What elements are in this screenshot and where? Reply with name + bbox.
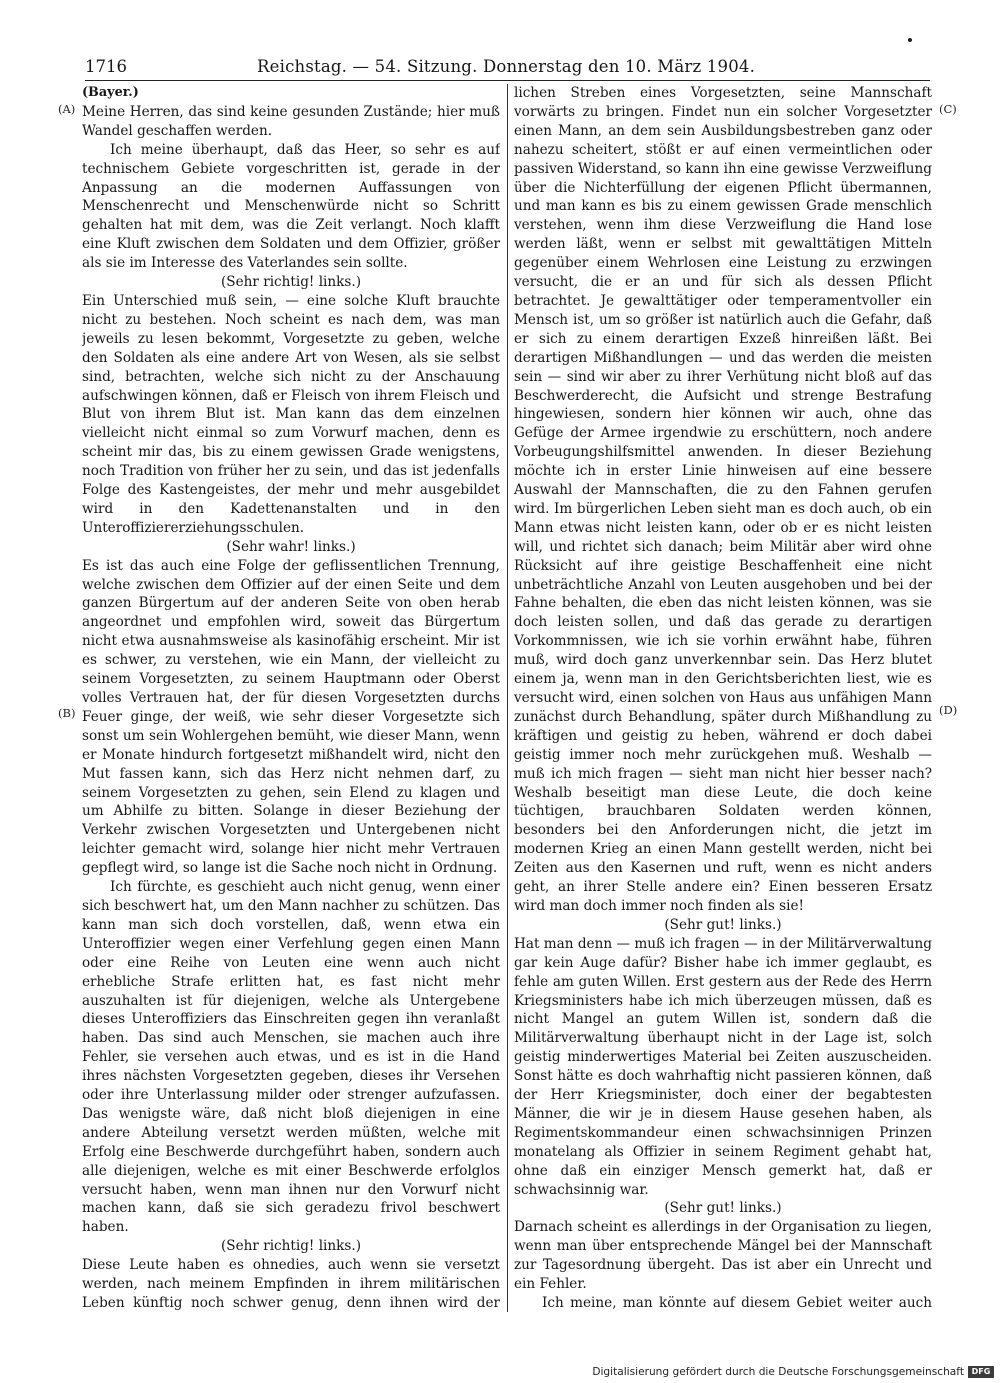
printer-dot xyxy=(908,38,912,42)
right-column xyxy=(514,84,932,1314)
speaker-name: (Bayer.) xyxy=(82,85,139,100)
footer-credit: Digitalisierung gefördert durch die Deutsche Forschungsgemeinschaft xyxy=(592,1366,964,1378)
header-rule xyxy=(85,80,930,81)
running-title: Reichstag. — 54. Sitzung. Donnerstag den 10. März 1904. xyxy=(257,57,756,76)
column-divider xyxy=(507,84,508,1312)
paragraph: Ich fürchte, es geschieht auch nicht genug, wenn einer sich beschwert hat, um den Mann nachher zu schützen. Das kann man sich doch vorstellen, daß, wenn etwa ein Unteroffizier wegen einer Verfehlung gegen einen Mann oder eine Reihe von Leuten eine wenn auch nicht erhebliche Strafe erlitten hat, es fast nicht mehr auszuhalten ist für diejenigen, welche als Untergebene dieses Unteroffiziers das Einschreiten gegen ihn veranlaßt haben. Das sind auch Menschen, sie machen auch ihre Fehler, sie versehen auch etwas, und es ist in die Hand ihres nächsten Vorgesetzten gegeben, dieses ihr Versehen oder ihre Unterlassung milder oder strenger aufzufassen. Das wenigste wäre, daß nicht bloß diejenigen in eine andere Abteilung versetzt werden müßten, welche mit Erfolg eine Beschwerde durchgeführt haben, sondern auch alle diejenigen, welche es mit einer Beschwerde erfolglos versucht haben, wenn man ihnen nur den Vorwurf nicht machen kann, daß sie sich geradezu frivol beschwert haben. xyxy=(82,879,500,1236)
left-column-body xyxy=(82,103,500,1314)
footer xyxy=(592,1364,996,1380)
margin-marker-b: (B) xyxy=(58,706,76,720)
paragraph: Ein Unterschied muß sein, — eine solche Kluft brauchte nicht zu bestehen. Noch scheint es nach dem, was man jeweils zu lesen bekommt, Vorgesetzte zu geben, welche den Soldaten als eine andere Art von Wesen, als sie selbst sind, betrachten, welche sich nicht zu der Anschauung aufschwingen können, daß er Fleisch von ihrem Fleisch und Blut von ihrem Blut ist. Man kann das dem einzelnen vielleicht nicht einmal so zum Vorwurf machen, denn es scheint mir das, bis zu einem gewissen Grade wenigstens, noch Tradition von früher her zu sein, und das ist jedenfalls Folge des Kastengeistes, der mehr und mehr ausgebildet wird in den Kadettenanstalten und in den Unteroffiziererziehungsschulen. xyxy=(82,292,500,536)
left-column xyxy=(82,84,500,1314)
interjection: (Sehr richtig! links.) xyxy=(220,274,362,291)
paragraph: Ich meine, man könnte auf diesem Gebiet weiter auch xyxy=(542,1295,932,1311)
page-header xyxy=(85,54,930,80)
paragraph: lichen Streben eines Vorgesetzten, seine Mannschaft vorwärts zu bringen. Findet nun ein solcher Vorgesetzter einen Mann, an dem sein Ausbildungsbestreben ganz oder nahezu scheitert, stößt er auf einen vermeintlichen oder passiven Widerstand, so kann ihn eine gewisse Verzweiflung über die Nichterfüllung der eigenen Pflicht übermannen, und man kann es bis zu einem gewissen Grade menschlich verstehen, wenn ihm diese Verzweiflung die Hand lose werden läßt, wenn er selbst mit gewalttätigen Mitteln gegenüber einem Wehrlosen eine Leistung zu erzwingen versucht, die er an und für sich als dessen Pflicht betrachtet. Je gewalttätiger oder temperamentvoller ein Mensch ist, um so größer ist natürlich auch die Gefahr, daß er sich zu einem derartigen Exzeß hinreißen läßt. Bei derartigen Mißhandlungen — und das werden die meisten sein — sind wir aber zu ihrer Verhütung nicht bloß auf das Beschwerderecht, die Aufsicht und strenge Bestrafung hingewiesen, sondern hier können wir auch, ohne das Gefüge der Armee irgendwie zu erschüttern, noch andere Vorbeugungshilfsmittel anwenden. In dieser Beziehung möchte ich in erster Linie hinweisen auf eine bessere Auswahl der Mannschaften, die zu den Fahnen gerufen wird. Im bürgerlichen Leben sieht man es doch auch, ob ein Mann etwas nicht leisten kann, oder ob er es nicht leisten will, und richtet sich danach; beim Militär aber wird ohne Rücksicht auf ihre geistige Beschaffenheit eine nicht unbeträchtliche Anzahl von Leuten ausgehoben und bei der Fahne behalten, die eben das nicht leisten können, was sie doch leisten sollen, und daß das gerade zu derartigen Vorkommnissen, wie ich sie vorhin erwähnt habe, führen muß, wird doch ganz unverkennbar sein. Das Herz blutet einem ja, wenn man in den Gerichtsberichten liest, wie es versucht wird, einen solchen von Haus aus unfähigen Mann zunächst durch Behandlung, später durch Mißhandlung zu kräftigen und geistig zu heben, während er doch dabei geistig immer noch mehr zurückgehen muß. Weshalb — muß ich mich fragen — sieht man nicht hier besser nach? Weshalb beseitigt man diese Leute, die doch keine tüchtigen, brauchbaren Soldaten werden können, besonders bei den Anforderungen nicht, die jetzt im modernen Krieg an einen Mann gestellt werden, nicht bei Zeiten aus den Kasernen und ruft, wenn es nicht anders geht, an ihrer Stelle andere ein? Einen besseren Ersatz wird man doch immer noch finden als sie! xyxy=(514,85,932,914)
paragraph: Diese Leute haben es ohnedies, auch wenn sie versetzt werden, nach meinem Empfinden in ihrem militärischen Leben künftig noch schwer genug, denn ihnen wird der xyxy=(82,1257,500,1311)
interjection: (Sehr gut! links.) xyxy=(664,1200,782,1217)
paragraph: Meine Herren, das sind keine gesunden Zustände; hier muß Wandel geschaffen werden. xyxy=(82,103,500,139)
paragraph: Ich meine überhaupt, daß das Heer, so sehr es auf technischem Gebiete vorgeschritten ist, gerade in der Anpassung an die modernen Auffassungen von Menschenrecht und Menschenwürde nicht so Schritt gehalten hat mit dem, was die Zeit verlangt. Noch klafft eine Kluft zwischen dem Soldaten und dem Offizier, größer als sie im Interesse des Vaterlandes sein sollte. xyxy=(82,141,500,272)
margin-marker-c: (C) xyxy=(939,102,957,116)
interjection: (Sehr wahr! links.) xyxy=(226,538,356,555)
right-column-body xyxy=(514,84,932,1314)
interjection: (Sehr gut! links.) xyxy=(664,916,782,933)
dfg-logo: DFG xyxy=(968,1366,994,1378)
paragraph: Darnach scheint es allerdings in der Organisation zu liegen, wenn man über entsprechende Mängel bei der Mannschaft zur Tagesordnung übergeht. Das ist aber ein Unrecht und ein Fehler. xyxy=(514,1219,932,1293)
paragraph: Es ist das auch eine Folge der geflissentlichen Trennung, welche zwischen dem Offizier auf der einen Seite und dem ganzen Bürgertum auf der anderen Seite von oben herab angeordnet und empfohlen wird, soweit das Bürgertum nicht etwa ausnahmsweise als kasinofähig erscheint. Mir ist es schwer, zu verstehen, wie ein Mann, der vielleicht zu seinem Vorgesetzten, zu seinem Hauptmann oder Oberst volles Vertrauen hat, der für diesen Vorgesetzten durchs Feuer ginge, der weiß, wie sehr dieser Vorgesetzte sich sonst um sein Wohlergehen bemüht, wie dieser Mann, wenn er Monate hindurch fortgesetzt mißhandelt wird, nicht den Mut fassen kann, sich das Herz nicht nehmen darf, zu seinem Vorgesetzten zu gehen, sein Elend zu klagen und um Abhilfe zu bitten. Solange in dieser Beziehung der Verkehr zwischen Vorgesetzten und Untergebenen nicht leichter gemacht wird, solange hier nicht mehr Vertrauen gepflegt wird, so lange ist die Sache noch nicht in Ordnung. xyxy=(82,557,500,877)
interjection: (Sehr richtig! links.) xyxy=(220,1238,362,1255)
page-number: 1716 xyxy=(85,57,127,76)
paragraph: Hat man denn — muß ich fragen — in der Militärverwaltung gar kein Auge dafür? Bisher habe ich immer geglaubt, es fehle am guten Willen. Erst gestern aus der Rede des Herrn Kriegsministers habe ich mich überzeugen müssen, daß es nicht Mangel an gutem Willen ist, sondern daß die Militärverwaltung überhaupt nicht in der Lage ist, solch geistig minderwertiges Material bei Zeiten auszuscheiden. Sonst hätte es doch wahrhaftig nicht passieren können, daß der Herr Kriegsminister, doch einer der begabtesten Männer, die wir je in diesem Hause gesehen haben, als Regimentskommandeur einen schwachsinnigen Prinzen monatelang als Offizier in seinem Regiment gehabt hat, ohne daß ein einziger Mensch gemerkt hat, daß er schwachsinnig war. xyxy=(514,935,932,1198)
margin-marker-a: (A) xyxy=(58,102,76,116)
margin-marker-d: (D) xyxy=(939,703,958,717)
